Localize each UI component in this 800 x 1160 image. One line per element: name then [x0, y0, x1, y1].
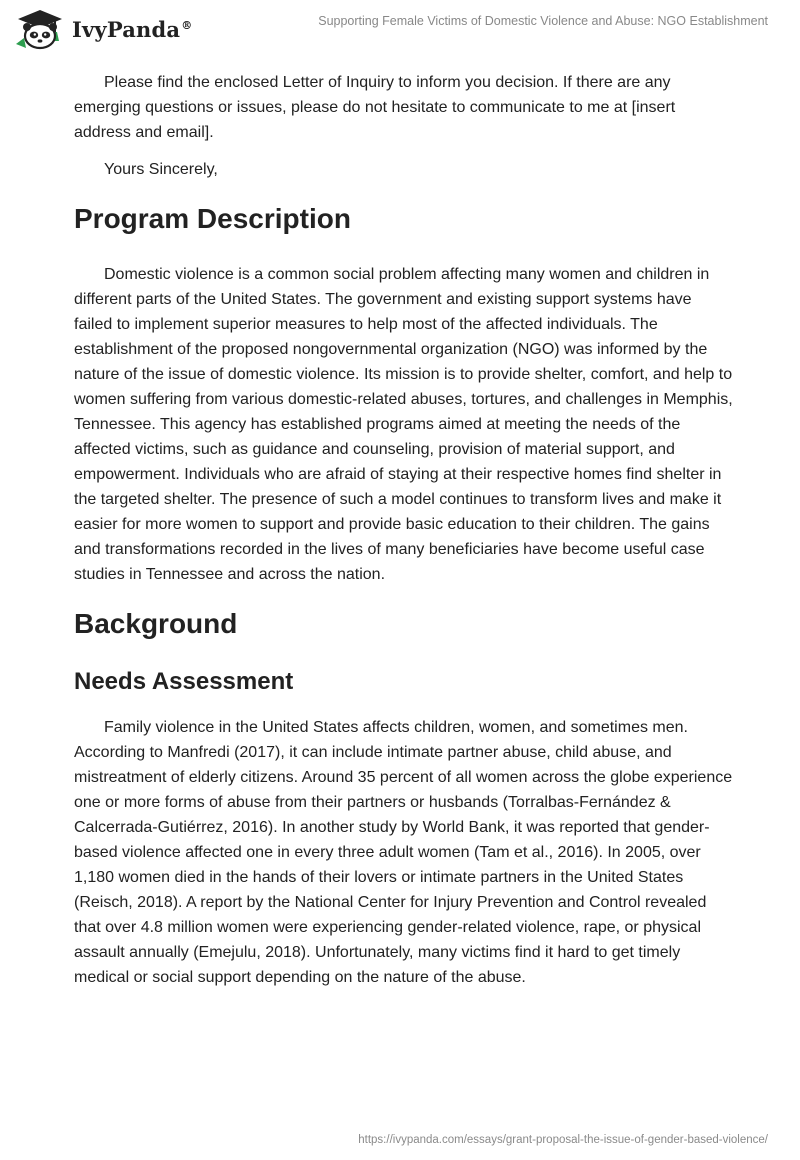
background-heading: Background — [74, 608, 238, 639]
program-description-heading: Program Description — [74, 203, 351, 234]
needs-assessment-paragraph: Family violence in the United States affects children, women, and sometimes men. According to Manfredi (2017), it can include intimate partner abuse, child abuse, and mistreatment of elderly citizens. Around 35 percent of all women across the globe experience one or more forms of abuse from their partners or husbands (Torralbas-Fernández & Calcerrada-Gutiérrez, 2016). In another study by World Bank, it was reported that gender-based violence affected one in every three adult women (Tam et al., 2016). In 2005, over 1,180 women died in the hands of their lovers or intimate partners in the United States (Reisch, 2018). A report by the National Center for Injury Prevention and Control revealed that over 4.8 million women were experiencing gender-related violence, rape, or physical assault annually (Emejulu, 2018). Unfortunately, many victims find it hard to get timely medical or social support depending on the nature of the abuse. — [74, 719, 733, 986]
logo-registered-mark: ® — [181, 18, 193, 32]
needs-assessment-heading: Needs Assessment — [74, 668, 294, 695]
source-url[interactable]: https://ivypanda.com/essays/grant-proposal-the-issue-of-gender-based-violence/ — [358, 1134, 768, 1146]
logo-wordmark: IvyPanda — [72, 16, 181, 42]
document-body — [74, 70, 734, 1002]
panda-graduate-icon — [14, 8, 66, 50]
logo-text — [72, 17, 192, 42]
document-title: Supporting Female Victims of Domestic Violence and Abuse: NGO Establishment — [318, 14, 768, 28]
ivypanda-logo[interactable] — [14, 8, 192, 50]
program-description-paragraph: Domestic violence is a common social problem affecting many women and children in different parts of the United States. The government and existing support systems have failed to implement superior measures to help most of the affected individuals. The establishment of the proposed nongovernmental organization (NGO) was informed by the nature of the issue of domestic violence. Its mission is to provide shelter, comfort, and help to women suffering from various domestic-related abuses, tortures, and challenges in Memphis, Tennessee. This agency has established programs aimed at meeting the needs of the affected victims, such as guidance and counseling, provision of material support, and empowerment. Individuals who are afraid of staying at their respective homes find shelter in the targeted shelter. The presence of such a model continues to transform lives and make it easier for more women to support and provide basic education to their children. The gains and transformations recorded in the lives of many beneficiaries have become useful case studies in Tennessee and across the nation. — [74, 266, 733, 583]
closing-line: Yours Sincerely, — [104, 161, 218, 178]
intro-paragraph: Please find the enclosed Letter of Inquiry to inform you decision. If there are any emerging questions or issues, please do not hesitate to communicate to me at [insert address and email]. — [74, 74, 676, 141]
page-header — [0, 0, 800, 60]
